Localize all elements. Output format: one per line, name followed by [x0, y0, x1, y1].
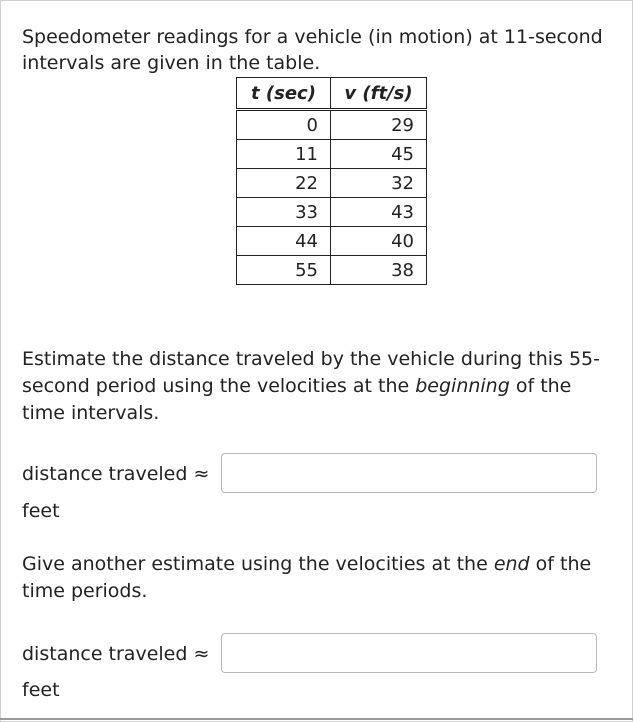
distance-beginning-input[interactable]: [221, 453, 597, 493]
time-cell: 0: [237, 110, 331, 140]
distance-end-input[interactable]: [221, 633, 597, 673]
table-row: [237, 110, 427, 140]
velocity-cell: 32: [331, 169, 427, 198]
velocity-cell: 40: [331, 227, 427, 256]
table-row: [237, 140, 427, 169]
time-header: t (sec): [237, 78, 331, 110]
answer1-label: distance traveled ≈: [22, 463, 210, 485]
time-cell: 11: [237, 140, 331, 169]
table-row: [237, 256, 427, 285]
time-cell: 33: [237, 198, 331, 227]
table-row: [237, 198, 427, 227]
velocity-cell: 45: [331, 140, 427, 169]
answer2-label: distance traveled ≈: [22, 643, 210, 665]
velocity-cell: 43: [331, 198, 427, 227]
question-beginning: Estimate the distance traveled by the vehicle during this 55-second period using the velocities at the beginning of the time intervals.: [22, 348, 600, 424]
answer1-unit: feet: [22, 500, 60, 522]
time-cell: 55: [237, 256, 331, 285]
speed-table: [236, 77, 427, 285]
answer2-unit: feet: [22, 679, 60, 701]
velocity-cell: 29: [331, 110, 427, 140]
velocity-header: v (ft/s): [331, 78, 427, 110]
time-cell: 44: [237, 227, 331, 256]
table-row: [237, 227, 427, 256]
time-cell: 22: [237, 169, 331, 198]
velocity-cell: 38: [331, 256, 427, 285]
bottom-divider: [0, 718, 633, 720]
question-end: Give another estimate using the velocities at the end of the time periods.: [22, 553, 592, 602]
intro-text: Speedometer readings for a vehicle (in motion) at 11-second intervals are given in the table.: [22, 26, 603, 74]
table-row: [237, 169, 427, 198]
